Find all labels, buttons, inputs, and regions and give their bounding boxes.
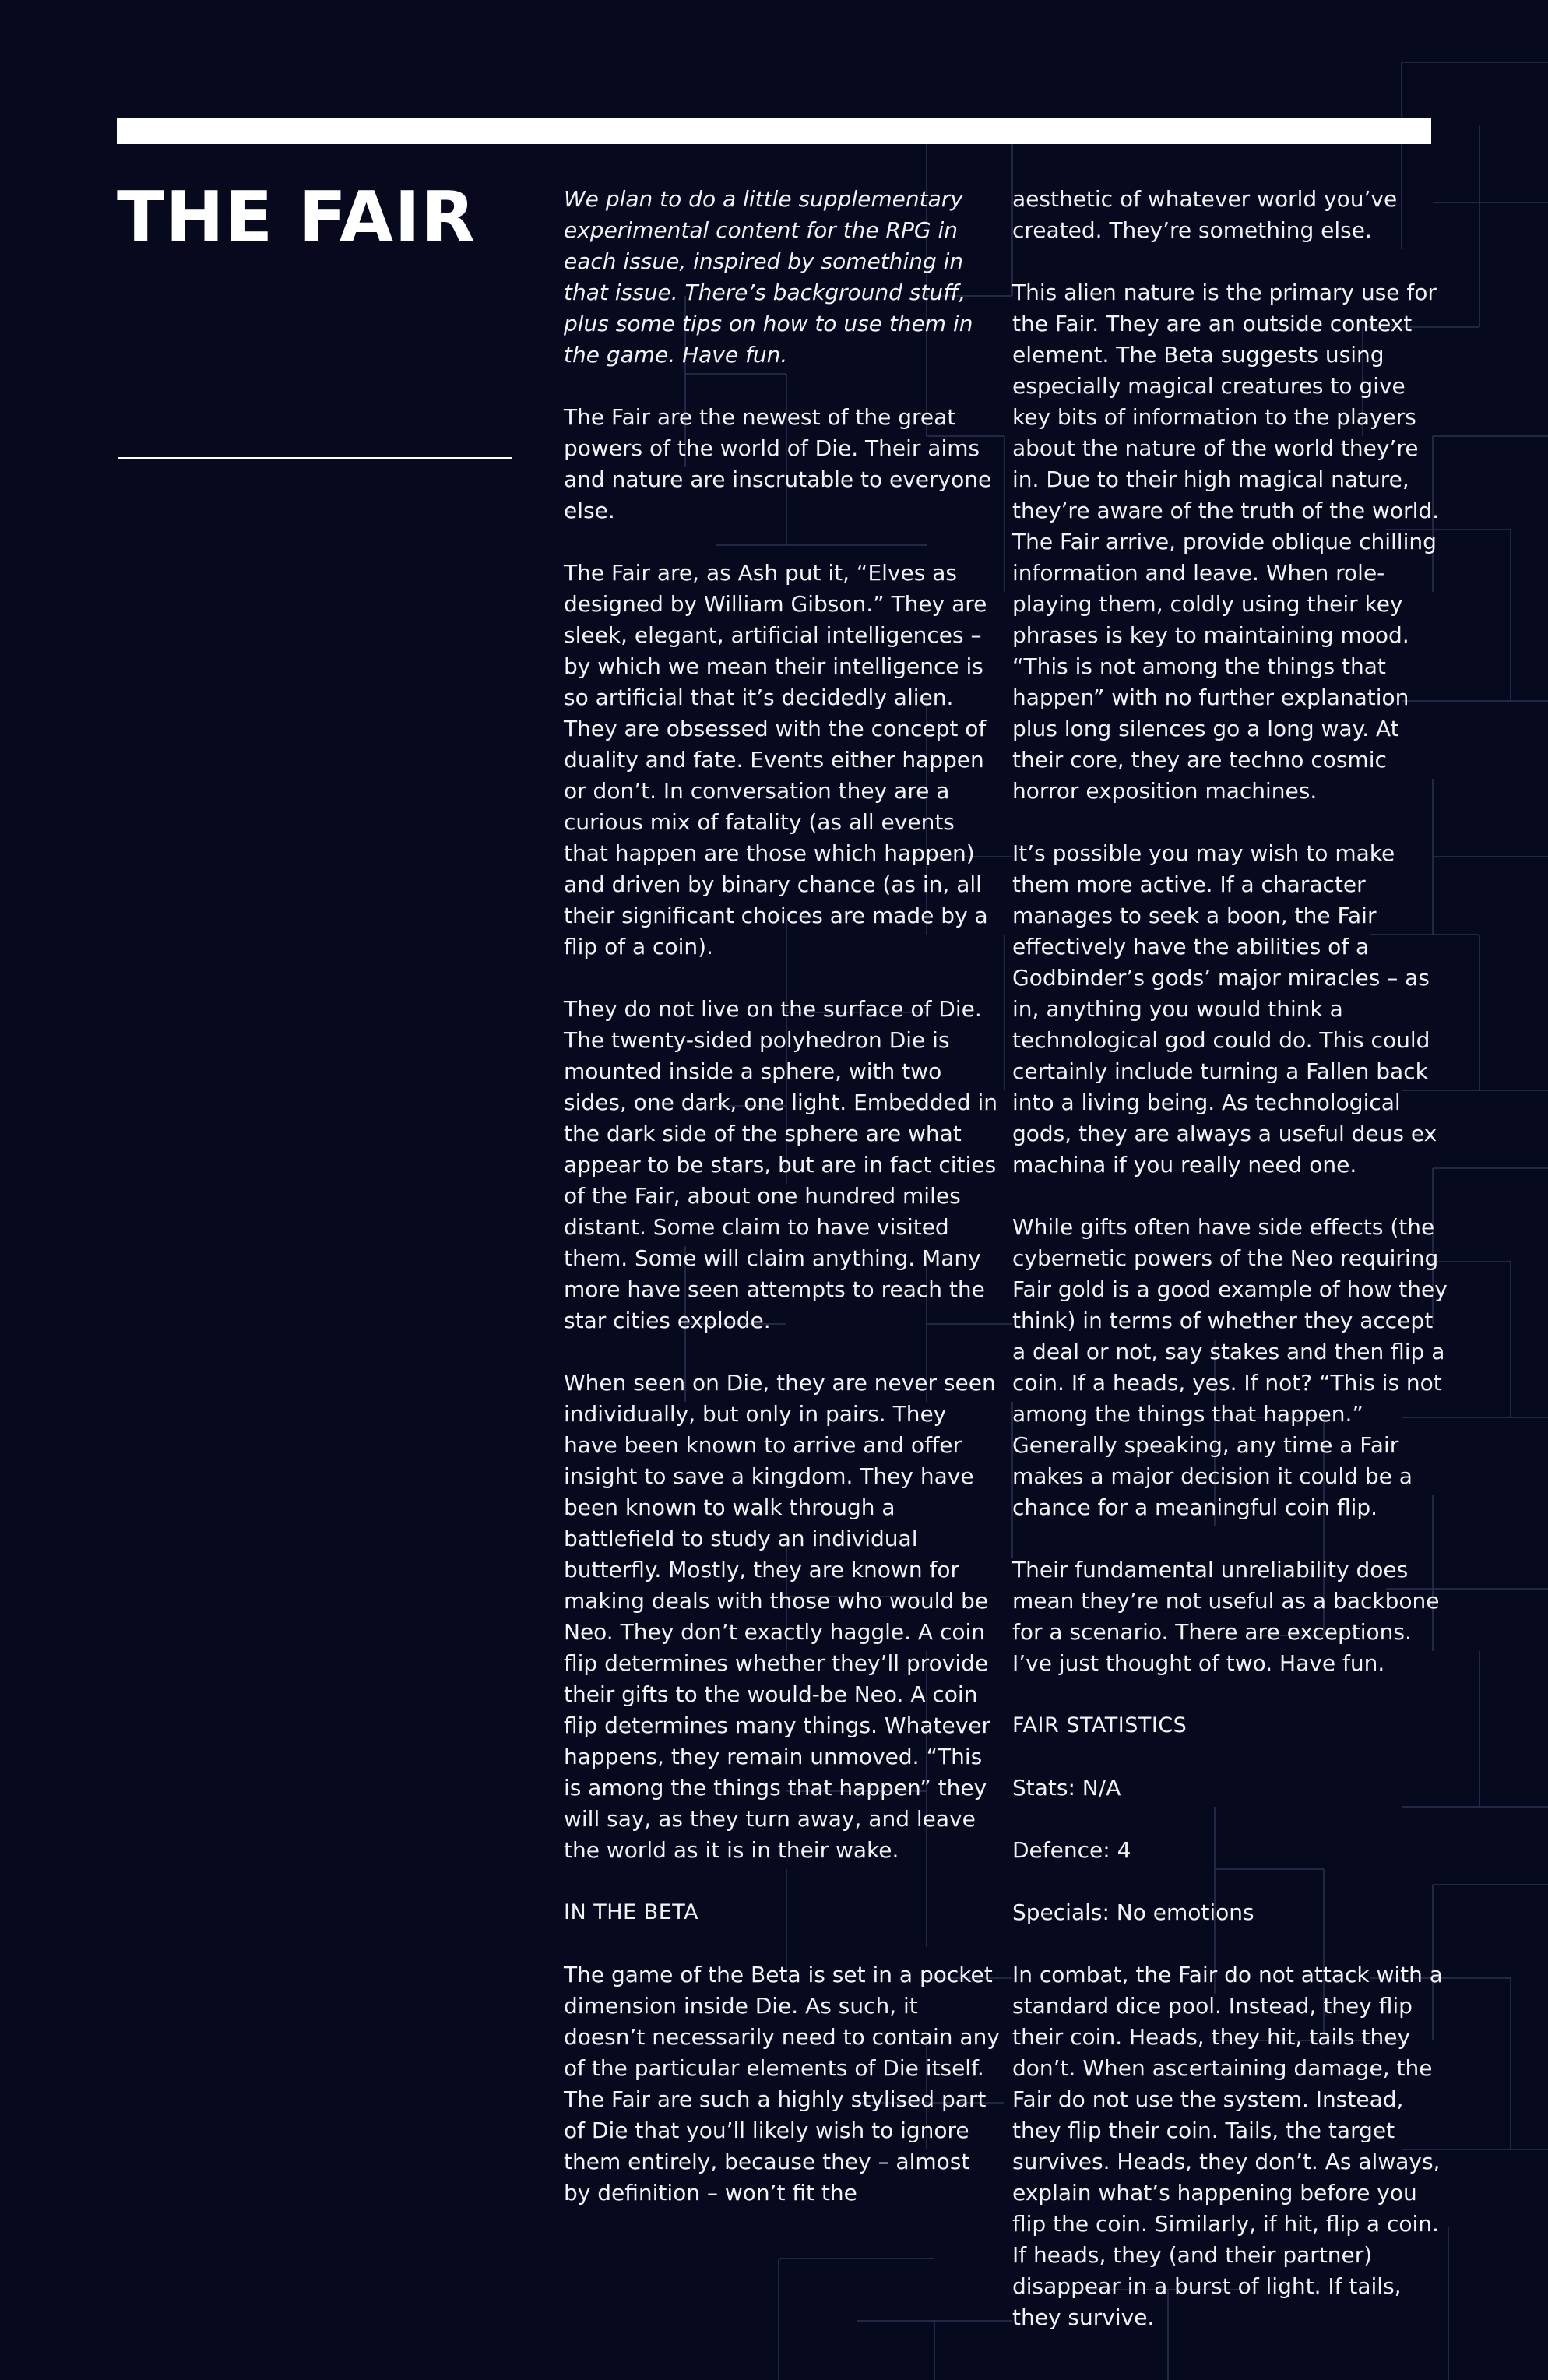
- stats-block: [1012, 1773, 1448, 1928]
- section-heading-beta: IN THE BETA: [564, 1900, 699, 1924]
- body-paragraph: They do not live on the surface of Die. The twenty-sided polyhedron Die is mounted inside a sphere, with two sides, one dark, one light. Embedded in the dark side of the sphere are what appear to be stars, but are in fact cities of the Fair, about one hundred miles distant. Some claim to have visited them. Some will claim anything. Many more have seen attempts to reach the star cities explode.: [564, 996, 998, 1333]
- body-paragraph: The Fair are the newest of the great powers of the world of Die. Their aims and nature are inscrutable to everyone else.: [564, 404, 992, 523]
- body-paragraph: It’s possible you may wish to make them more active. If a character manages to seek a boon, the Fair effectively have the abilities of a Godbinder’s gods’ major miracles – as in, anything you would think a technological god could do. This could certainly include turning a Fallen back into a living being. As technological gods, they are always a useful deus ex machina if you really need one.: [1012, 840, 1437, 1178]
- intro-paragraph: We plan to do a little supplementary experimental content for the RPG in each issue, inspired by something in that issue. There’s background stuff, plus some tips on how to use them in the game. Have fun.: [564, 186, 973, 368]
- stat-line-stats: Stats: N/A: [1012, 1775, 1121, 1801]
- article-column-left: [564, 184, 1000, 2209]
- body-paragraph: When seen on Die, they are never seen individually, but only in pairs. They have been known to arrive and offer insight to save a kingdom. They have been known to walk through a battlefield to study an individual butterfly. Mostly, they are known for making deals with those who would be Neo. They don’t exactly haggle. A coin flip determines whether they’ll provide their gifts to the would-be Neo. A coin flip determines many things. Whatever happens, they remain unmoved. “This is among the things that happen” they will say, as they turn away, and leave the world as it is in their wake.: [564, 1370, 996, 1863]
- body-paragraph: The game of the Beta is set in a pocket dimension inside Die. As such, it doesn’t necessarily need to contain any of the particular elements of Die itself. The Fair are such a highly stylised part of Die that you’ll likely wish to ignore them entirely, because they – almost by definition – won’t fit the: [564, 1962, 1000, 2206]
- body-paragraph: aesthetic of whatever world you’ve created. They’re something else.: [1012, 186, 1398, 243]
- article-column-right: [1012, 184, 1448, 2333]
- stat-line-defence: Defence: 4: [1012, 1837, 1131, 1863]
- section-heading-statistics: FAIR STATISTICS: [1012, 1713, 1187, 1737]
- top-accent-bar: [117, 118, 1431, 144]
- body-paragraph: This alien nature is the primary use for the Fair. They are an outside context element. The Beta suggests using especially magical creatures to give key bits of information to the players about the nature of the world they’re in. Due to their high magical nature, they’re aware of the truth of the world. The Fair arrive, provide oblique chilling information and leave. When role-playing them, coldly using their key phrases is key to maintaining mood. “This is not among the things that happen” with no further explanation plus long silences go a long way. At their core, they are techno cosmic horror exposition machines.: [1012, 280, 1440, 804]
- body-paragraph: While gifts often have side effects (the cybernetic powers of the Neo requiring Fair gold is a good example of how they think) in terms of whether they accept a deal or not, say stakes and then flip a coin. If a heads, yes. If not? “This is not among the things that happen.” Generally speaking, any time a Fair makes a major decision it could be a chance for a meaningful coin flip.: [1012, 1214, 1448, 1520]
- body-paragraph: Their fundamental unreliability does mean they’re not useful as a backbone for a scenario. There are exceptions. I’ve just thought of two. Have fun.: [1012, 1557, 1440, 1676]
- body-paragraph-combat: In combat, the Fair do not attack with a standard dice pool. Instead, they flip their coin. Heads, they hit, tails they don’t. When ascertaining damage, the Fair do not use the system. Instead, they flip their coin. Tails, the target survives. Heads, they don’t. As always, explain what’s happening before you flip the coin. Similarly, if hit, flip a coin. If heads, they (and their partner) disappear in a burst of light. If tails, they survive.: [1012, 1962, 1443, 2330]
- title-divider: [118, 457, 512, 459]
- page-title: THE FAIR: [117, 177, 477, 259]
- body-paragraph: The Fair are, as Ash put it, “Elves as designed by William Gibson.” They are sleek, elegant, artificial intelligences – by which we mean their intelligence is so artificial that it’s decidedly alien. They are obsessed with the concept of duality and fate. Events either happen or don’t. In conversation they are a curious mix of fatality (as all events that happen are those which happen) and driven by binary chance (as in, all their significant choices are made by a flip of a coin).: [564, 560, 988, 959]
- stat-line-specials: Specials: No emotions: [1012, 1899, 1254, 1925]
